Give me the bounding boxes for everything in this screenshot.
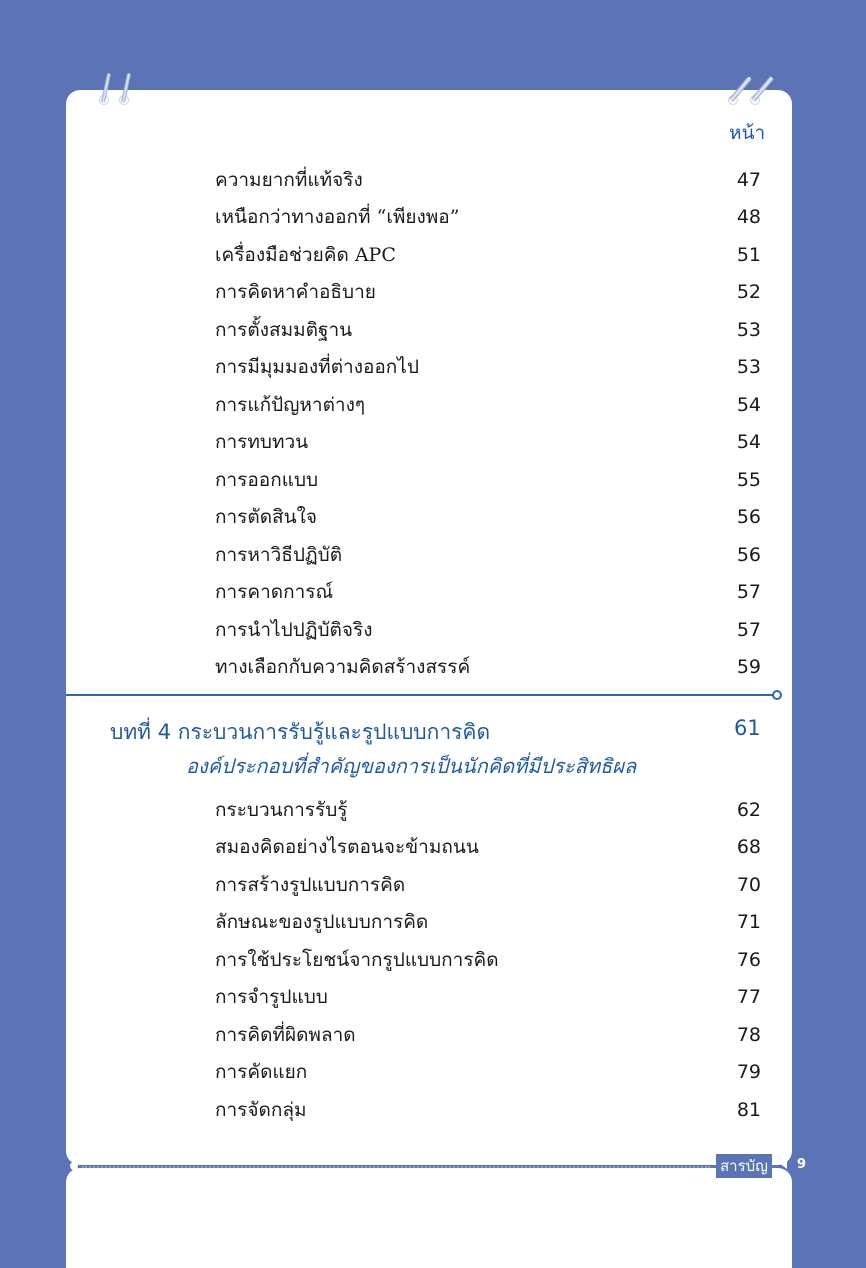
toc-entry-title: ทางเลือกกับความคิดสร้างสรรค์ (215, 656, 471, 679)
toc-entry-title: การคิดหาคำอธิบาย (215, 281, 376, 304)
toc-entry-page: 79 (736, 1061, 761, 1084)
toc-entry[interactable] (215, 866, 765, 904)
toc-entry-title: การจัดกลุ่ม (215, 1098, 307, 1121)
toc-entry[interactable] (215, 1091, 765, 1129)
toc-entry[interactable] (215, 424, 765, 462)
toc-entry-page: 81 (736, 1098, 761, 1121)
toc-list-section-1 (215, 161, 765, 686)
chapter-page-number: 61 (734, 716, 761, 740)
footer-dotted-rule (82, 1166, 710, 1168)
toc-entry-title: การนำไปปฏิบัติจริง (215, 618, 373, 641)
toc-entry-title: การสร้างรูปแบบการคิด (215, 873, 406, 896)
toc-entry-page: 57 (736, 618, 761, 641)
toc-entry-page: 54 (736, 431, 761, 454)
toc-entry-title: การคัดแยก (215, 1061, 308, 1084)
toc-entry-title: การมีมุมมองที่ต่างออกไป (215, 356, 419, 379)
chapter-title[interactable]: บทที่ 4 กระบวนการรับรู้และรูปแบบการคิด (110, 720, 491, 744)
toc-entry-page: 55 (736, 468, 761, 491)
toc-entry-page: 56 (736, 543, 761, 566)
toc-entry[interactable] (215, 274, 765, 312)
toc-entry-page: 59 (736, 656, 761, 679)
divider-end-dot (772, 690, 782, 700)
toc-entry-title: การตั้งสมมติฐาน (215, 318, 353, 341)
toc-entry[interactable] (215, 611, 765, 649)
toc-entry-page: 68 (736, 836, 761, 859)
toc-entry-title: การจำรูปแบบ (215, 986, 328, 1009)
toc-entry-page: 78 (736, 1023, 761, 1046)
toc-entry[interactable] (215, 199, 765, 237)
chapter-subtitle: องค์ประกอบที่สำคัญของการเป็นนักคิดที่มีประสิทธิผล (186, 754, 637, 778)
toc-entry-title: เครื่องมือช่วยคิด APC (215, 243, 396, 266)
toc-entry-title: การคาดการณ์ (215, 581, 334, 604)
toc-entry[interactable] (215, 941, 765, 979)
toc-entry[interactable] (215, 536, 765, 574)
toc-entry[interactable] (215, 791, 765, 829)
toc-entry[interactable] (215, 236, 765, 274)
toc-entry[interactable] (215, 461, 765, 499)
toc-entry-title: การแก้ปัญหาต่างๆ (215, 393, 366, 416)
next-page-card (66, 1168, 792, 1268)
footer-arrow-icon (779, 1157, 787, 1169)
toc-list-section-2 (215, 791, 765, 1129)
footer-section-label: สารบัญ (716, 1154, 772, 1178)
page-column-label: หน้า (729, 122, 766, 144)
toc-entry[interactable] (215, 499, 765, 537)
toc-entry[interactable] (215, 904, 765, 942)
toc-entry[interactable] (215, 829, 765, 867)
toc-entry-title: การหาวิธีปฏิบัติ (215, 543, 343, 566)
toc-entry-title: การตัดสินใจ (215, 506, 318, 529)
toc-entry-title: การใช้ประโยชน์จากรูปแบบการคิด (215, 948, 499, 971)
chapter-divider (66, 694, 774, 696)
page-number: 9 (797, 1157, 807, 1172)
toc-entry-page: 62 (736, 798, 761, 821)
toc-entry-page: 77 (736, 986, 761, 1009)
toc-entry-page: 71 (736, 911, 761, 934)
toc-entry-title: สมองคิดอย่างไรตอนจะข้ามถนน (215, 836, 479, 859)
toc-entry-page: 53 (736, 318, 761, 341)
toc-entry-title: ลักษณะของรูปแบบการคิด (215, 911, 429, 934)
toc-entry[interactable] (215, 979, 765, 1017)
toc-entry-page: 76 (736, 948, 761, 971)
toc-entry[interactable] (215, 1054, 765, 1092)
toc-entry-title: กระบวนการรับรู้ (215, 798, 348, 821)
toc-entry-title: เหนือกว่าทางออกที่ “เพียงพอ” (215, 206, 460, 229)
toc-entry-page: 52 (736, 281, 761, 304)
toc-entry-page: 56 (736, 506, 761, 529)
toc-entry[interactable] (215, 349, 765, 387)
footer-dot (70, 1162, 78, 1170)
toc-entry-page: 48 (736, 206, 761, 229)
toc-entry-title: ความยากที่แท้จริง (215, 168, 363, 191)
toc-entry-page: 57 (736, 581, 761, 604)
toc-entry[interactable] (215, 311, 765, 349)
toc-entry[interactable] (215, 386, 765, 424)
toc-entry[interactable] (215, 649, 765, 687)
toc-entry-title: การออกแบบ (215, 468, 319, 491)
toc-entry-page: 51 (736, 243, 761, 266)
toc-entry-page: 70 (736, 873, 761, 896)
toc-entry[interactable] (215, 574, 765, 612)
toc-entry-page: 54 (736, 393, 761, 416)
toc-entry-page: 53 (736, 356, 761, 379)
toc-entry[interactable] (215, 1016, 765, 1054)
toc-entry-page: 47 (736, 168, 761, 191)
toc-entry[interactable] (215, 161, 765, 199)
toc-entry-title: การทบทวน (215, 431, 309, 454)
toc-entry-title: การคิดที่ผิดพลาด (215, 1023, 356, 1046)
